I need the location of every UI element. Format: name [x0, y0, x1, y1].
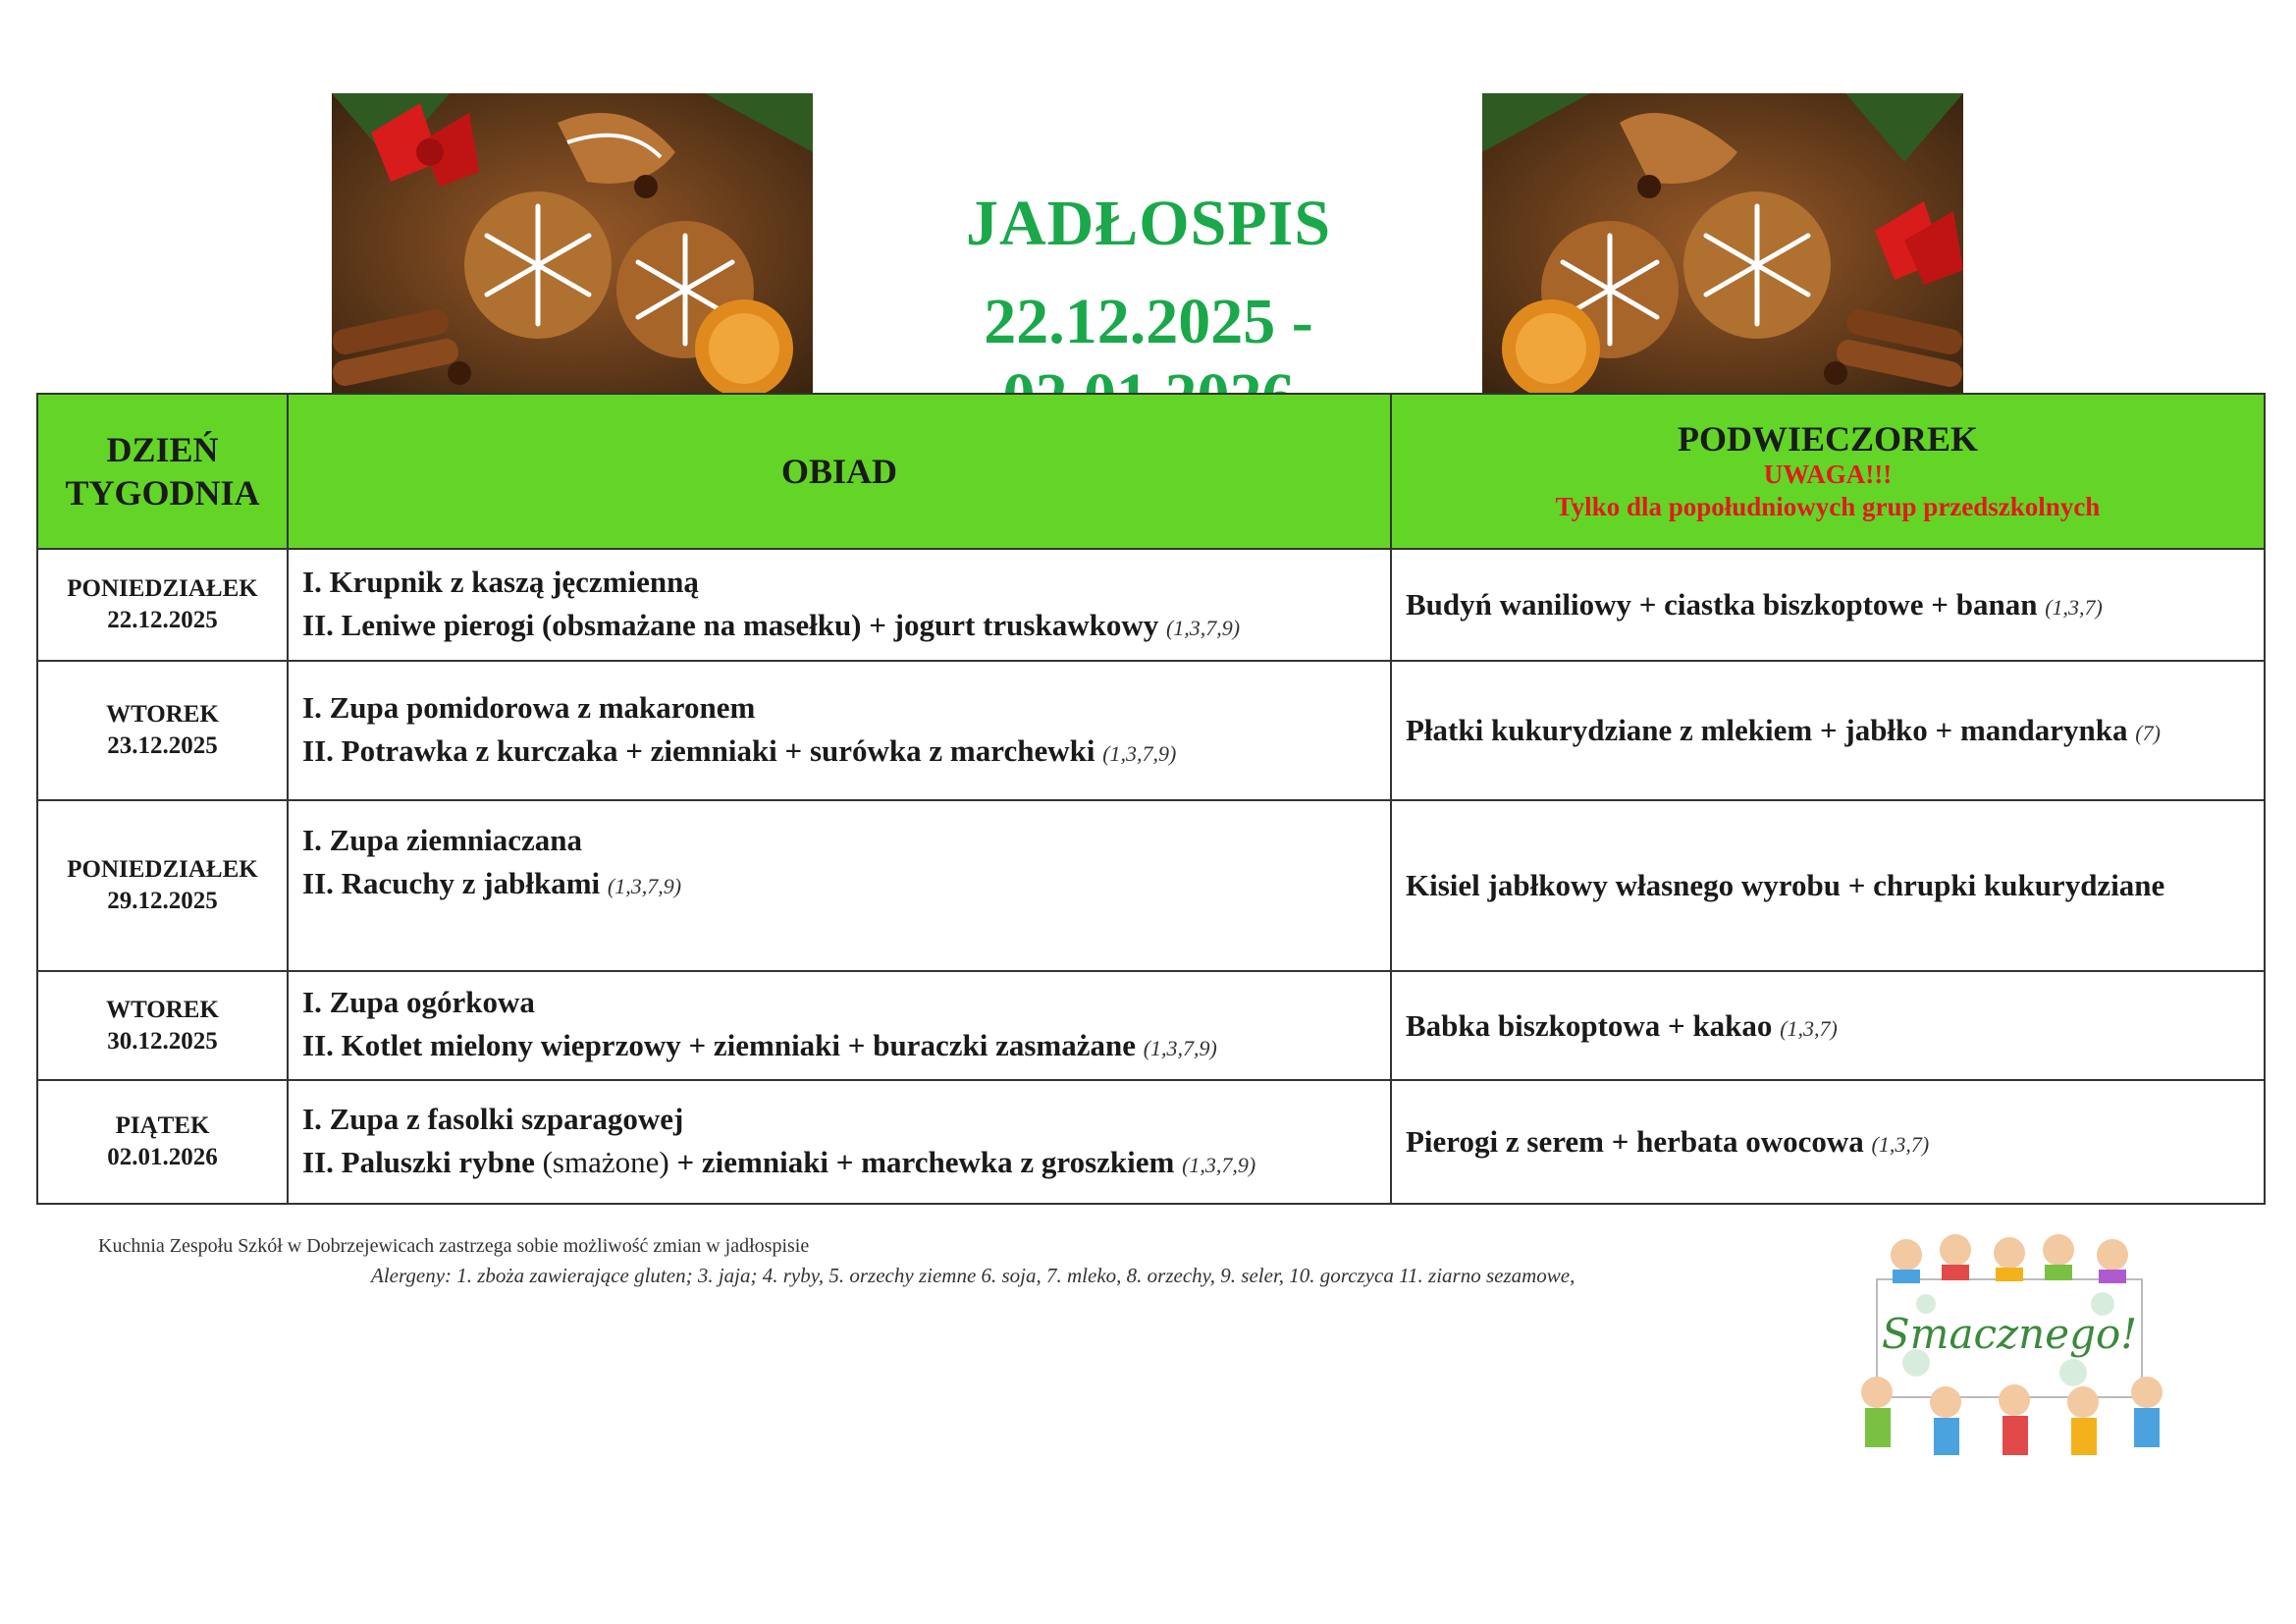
- allergens-text: (1,3,7): [2045, 595, 2103, 620]
- day-name: WTOREK: [106, 996, 219, 1023]
- day-cell: [37, 971, 288, 1080]
- day-date: 23.12.2025: [107, 732, 218, 759]
- smacznego-label: Smacznego!: [1881, 1310, 2138, 1358]
- day-cell: [37, 1080, 288, 1204]
- table-row: [37, 661, 2265, 800]
- soup-text: I. Zupa z fasolki szparagowej: [302, 1101, 684, 1136]
- header-podwieczorek: [1391, 394, 2265, 549]
- page-title: JADŁOSPIS: [965, 188, 1332, 259]
- main-text: II. Paluszki rybne: [302, 1144, 535, 1179]
- header-day-line2: TYGODNIA: [65, 473, 260, 513]
- soup-text: I. Zupa pomidorowa z makaronem: [302, 689, 756, 725]
- table-header-row: [37, 394, 2265, 549]
- header-obiad: OBIAD: [288, 394, 1391, 549]
- day-name: PONIEDZIAŁEK: [67, 856, 258, 883]
- allergens-legend: Alergeny: 1. zboża zawierające gluten; 3. jaja; 4. ryby, 5. orzechy ziemne 6. soja, 7. mleko, 8. orzechy, 9. seler, 10. gorczyca 11. ziarno sezamowe,: [371, 1264, 1575, 1287]
- allergens-text: (1,3,7,9): [1182, 1152, 1256, 1177]
- snack-text: Płatki kukurydziane z mlekiem + jabłko + mandarynka: [1406, 713, 2128, 747]
- menu-table: [36, 393, 2266, 1205]
- snack-text: Kisiel jabłkowy własnego wyrobu + chrupki kukurydziane: [1406, 868, 2165, 902]
- snack-cell: [1391, 661, 2265, 800]
- snack-text: Pierogi z serem + herbata owocowa: [1406, 1124, 1864, 1159]
- warning-note: Tylko dla popołudniowych grup przedszkolnych: [1555, 492, 2101, 521]
- day-date: 22.12.2025: [107, 607, 218, 633]
- day-date: 30.12.2025: [107, 1027, 218, 1055]
- allergens-text: (1,3,7,9): [1143, 1036, 1217, 1060]
- day-date: 02.01.2026: [107, 1144, 218, 1170]
- soup-text: I. Zupa ogórkowa: [302, 985, 535, 1019]
- kitchen-note: Kuchnia Zespołu Szkół w Dobrzejewicach zastrzega sobie możliwość zmian w jadłospisie: [98, 1235, 810, 1257]
- snack-cell: [1391, 1080, 2265, 1204]
- day-cell: [37, 800, 288, 971]
- table-row: [37, 971, 2265, 1080]
- day-date: 29.12.2025: [107, 888, 218, 914]
- soup-text: I. Krupnik z kaszą jęczmienną: [302, 564, 699, 599]
- allergens-text: (1,3,7): [1780, 1015, 1838, 1041]
- obiad-cell: [288, 971, 1391, 1080]
- snack-cell: [1391, 800, 2265, 971]
- warning-label: UWAGA!!!: [1763, 460, 1893, 489]
- gingerbread-icon: [332, 93, 813, 393]
- children-smacznego-icon: [1838, 1225, 2181, 1466]
- allergens-text: (1,3,7,9): [1102, 740, 1177, 766]
- soup-text: I. Zupa ziemniaczana: [302, 823, 583, 857]
- day-name: PONIEDZIAŁEK: [67, 575, 258, 602]
- allergens-text: (1,3,7): [1871, 1132, 1930, 1157]
- obiad-cell: [288, 1080, 1391, 1204]
- snack-cell: [1391, 971, 2265, 1080]
- obiad-cell: [288, 800, 1391, 971]
- children-illustration: [1838, 1225, 2181, 1466]
- gingerbread-image-right: [1482, 93, 1963, 393]
- gingerbread-icon: [1482, 93, 1963, 393]
- table-row: [37, 549, 2265, 661]
- main-text: II. Kotlet mielony wieprzowy + ziemniaki + buraczki zasmażane: [302, 1028, 1136, 1062]
- date-range: 22.12.2025 -: [984, 286, 1313, 357]
- main-text-note: (smażone): [542, 1144, 669, 1179]
- header-podwieczorek-label: PODWIECZOREK: [1677, 419, 1979, 459]
- main-text: II. Leniwe pierogi (obsmażane na masełku) + jogurt truskawkowy: [302, 607, 1159, 642]
- allergens-text: (1,3,7,9): [607, 874, 682, 898]
- allergens-text: (1,3,7,9): [1165, 615, 1241, 640]
- snack-text: Budyń waniliowy + ciastka biszkoptowe + banan: [1406, 587, 2038, 622]
- main-text: II. Racuchy z jabłkami: [302, 866, 601, 900]
- main-text-rest: + ziemniaki + marchewka z groszkiem: [676, 1144, 1175, 1179]
- main-text: II. Potrawka z kurczaka + ziemniaki + surówka z marchewki: [302, 732, 1095, 768]
- day-cell: [37, 661, 288, 800]
- header-day-line1: DZIEŃ: [106, 430, 219, 469]
- table-row: [37, 1080, 2265, 1204]
- allergens-text: (7): [2135, 721, 2161, 745]
- day-cell: [37, 549, 288, 661]
- snack-cell: [1391, 549, 2265, 661]
- obiad-cell: [288, 549, 1391, 661]
- day-name: WTOREK: [106, 701, 219, 728]
- day-name: PIĄTEK: [115, 1112, 210, 1139]
- header-day: [37, 394, 288, 549]
- snack-text: Babka biszkoptowa + kakao: [1406, 1007, 1773, 1043]
- gingerbread-image-left: [332, 93, 813, 393]
- obiad-cell: [288, 661, 1391, 800]
- table-row: [37, 800, 2265, 971]
